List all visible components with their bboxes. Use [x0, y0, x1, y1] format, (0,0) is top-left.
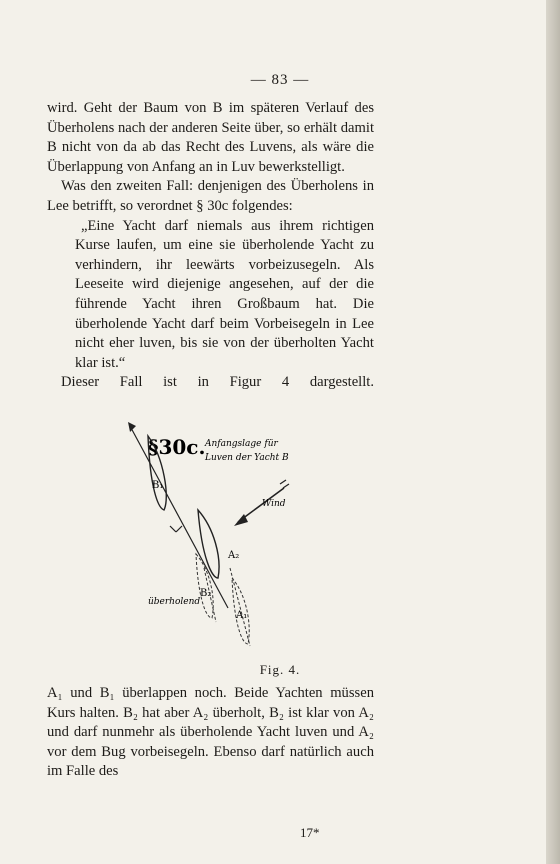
paragraph-3: Dieser Fall ist in Figur 4 dargestellt. — [61, 374, 374, 391]
figure-caption: Fig. 4. — [259, 662, 301, 677]
body-text-top — [47, 99, 374, 413]
yacht-a1-label: A₁ — [236, 610, 248, 621]
figure-note-line1: Anfangslage für — [205, 439, 278, 449]
body-text-bottom — [47, 684, 374, 782]
figure-note-line2: Luven der Yacht B — [205, 453, 289, 463]
overtaking-label: überholend — [148, 597, 201, 607]
quote-paragraph: „Eine Yacht darf niemals aus ihrem richtigen Kurse laufen, um eine sie überholende Yacht zu verhindern, ihr leewärts vorbeizusegeln. Als Leeseite wird diejenige angesehen, auf der die führende Yacht ihren Großbaum hat. Die überholende Yacht darf beim Vorbeisegeln in Lee nicht eher luven, bis sie von der überholten Yacht klar ist.“ — [75, 217, 374, 371]
paragraph-4: A₁ und B₁ überlappen noch. Beide Yachten müssen Kurs halten. B₂ hat aber A₂ überholt, B₂ ist klar von A₂ und darf nunmehr als überholende Yacht luven und A₂ vor dem Bug vorbeisegeln. Ebenso darf natürlich auch im Falle des — [47, 685, 374, 780]
yacht-b2-label: B₂ — [200, 588, 212, 599]
figure-4 — [120, 418, 320, 658]
wind-label: Wind — [262, 499, 286, 509]
yacht-diagram — [120, 418, 320, 658]
signature-mark: 17* — [300, 825, 320, 840]
paragraph-1: wird. Geht der Baum von B im späteren Verlauf des Überholens nach der anderen Seite über, so erhält damit B nicht von da ab das Recht des Luvens, als wäre die Überlappung von Anfang an in Luv bewerkstelligt. — [47, 100, 374, 175]
yacht-b1-label: B₁ — [152, 480, 164, 491]
figure-section-label: §30c. — [148, 435, 206, 459]
yacht-a2 — [198, 510, 219, 578]
page-number: — 83 — — [250, 72, 310, 88]
page-edge — [546, 0, 560, 864]
paragraph-2: Was den zweiten Fall: denjenigen des Überholens in Lee betrifft, so verordnet § 30c folgendes: — [47, 178, 374, 214]
yacht-a2-label: A₂ — [228, 550, 240, 561]
